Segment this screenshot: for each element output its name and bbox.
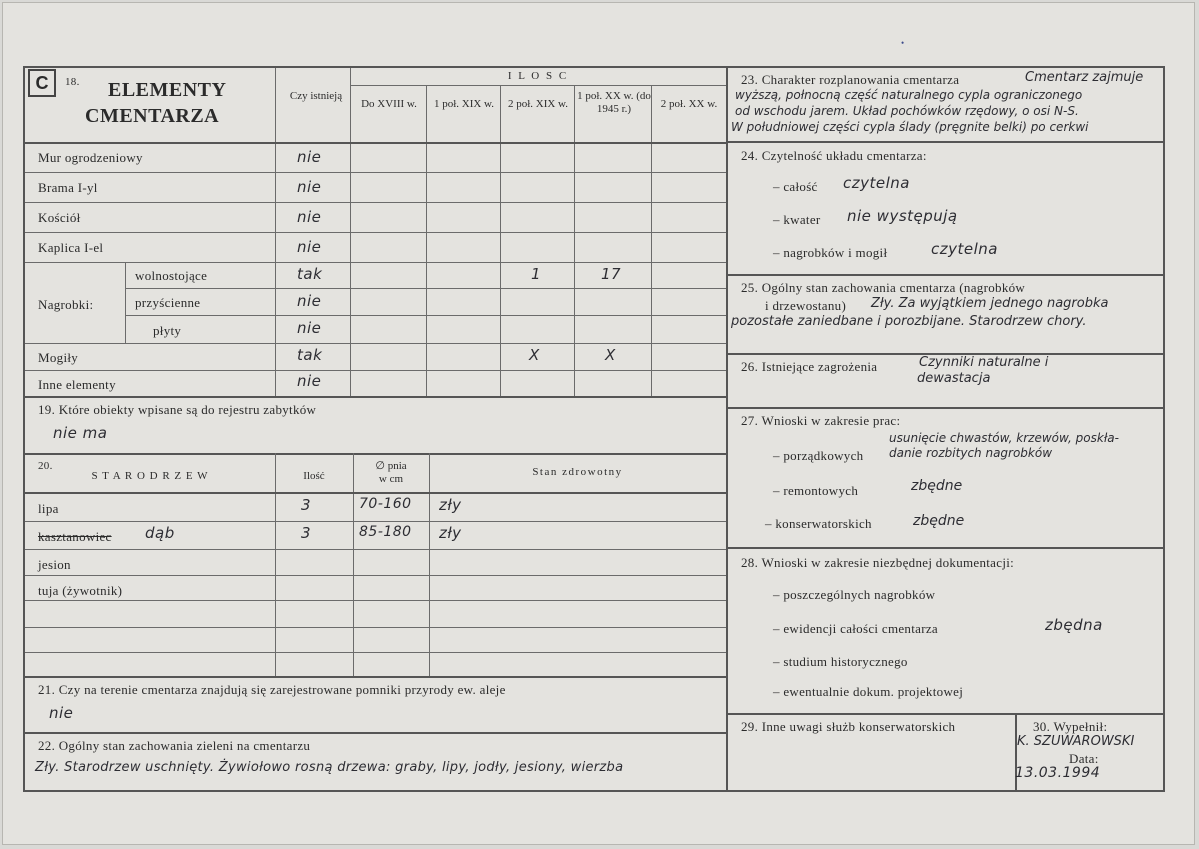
- section-23-value-3: od wschodu jarem. Układ pochówków rzędowy, o osi N-S.: [735, 104, 1079, 118]
- mark-dot: •: [901, 38, 905, 48]
- section-23-value-1: Cmentarz zajmuje: [1025, 70, 1144, 85]
- col-2pol-xix: 2 poł. XIX w.: [507, 98, 569, 110]
- wolnostojace-2pol-xix: 1: [531, 265, 542, 283]
- konserwatorskich-value: zbędne: [913, 513, 965, 529]
- pnia-col-header: [353, 460, 429, 486]
- row-kosciol: Kościół: [38, 210, 81, 225]
- section-23-label: 23. Charakter rozplanowania cmentarza: [741, 72, 960, 87]
- nagrobkow-label: – nagrobków i mogił: [773, 245, 888, 260]
- tree-tuja: tuja (żywotnik): [38, 583, 123, 598]
- kosciol-value: nie: [297, 208, 322, 226]
- porzadkowych-label: – porządkowych: [773, 448, 864, 463]
- section-20-number: 20.: [38, 460, 53, 472]
- dab-state: zły: [439, 524, 462, 542]
- row-mogily: Mogiły: [38, 350, 79, 365]
- section-30-label: 30. Wypełnił:: [1033, 719, 1108, 734]
- section-22-value: Zły. Starodrzew uschnięty. Żywiołowo rosną drzewa: graby, lipy, jodły, jesiony, wierzba: [35, 760, 624, 775]
- stan-col-header: Stan zdrowotny: [532, 466, 623, 478]
- row-plyty: płyty: [153, 323, 182, 338]
- mogily-2pol-xix: X: [529, 346, 540, 364]
- nagrobkow-value: czytelna: [931, 240, 998, 258]
- date-label: Data:: [1069, 751, 1099, 766]
- tree-dab: dąb: [145, 524, 175, 542]
- dab-size: 85-180: [359, 524, 412, 540]
- row-przyscienne: przyścienne: [135, 295, 201, 310]
- tree-kasztanowiec: kasztanowiec: [38, 529, 112, 544]
- calosc-value: czytelna: [843, 174, 910, 192]
- mur-value: nie: [297, 148, 322, 166]
- projektowej-label: – ewentualnie dokum. projektowej: [773, 684, 964, 699]
- inne-value: nie: [297, 372, 322, 390]
- kwater-label: – kwater: [773, 212, 821, 227]
- mogily-1pol-xx: X: [605, 346, 616, 364]
- dab-qty: 3: [301, 524, 312, 542]
- starodrzew-header: S T A R O D R Z E W: [91, 470, 209, 482]
- section-21-label: 21. Czy na terenie cmentarza znajdują się zarejestrowane pomniki przyrody ew. aleje: [38, 682, 506, 697]
- diameter-icon: ∅: [375, 460, 385, 472]
- section-23-value-2: wyższą, połnocną część naturalnego cypla ograniczonego: [735, 88, 1083, 102]
- section-25-label-1: 25. Ogólny stan zachowania cmentarza (nagrobków: [741, 280, 1026, 295]
- section-26-label: 26. Istniejące zagrożenia: [741, 359, 878, 374]
- pnia-label: pnia: [387, 460, 407, 472]
- section-24-label: 24. Czytelność układu cmentarza:: [741, 148, 927, 163]
- cemetery-form: [23, 66, 1165, 792]
- wolnostojace-1pol-xx: 17: [601, 265, 622, 283]
- cmentarza-title: CMENTARZA: [85, 105, 220, 127]
- row-kaplica: Kaplica I-el: [38, 240, 104, 255]
- ilosc-col-header: Ilość: [303, 470, 325, 482]
- elementy-title: ELEMENTY: [108, 79, 227, 101]
- col-xviii: Do XVIII w.: [361, 98, 417, 110]
- remontowych-label: – remontowych: [773, 483, 859, 498]
- section-28-label: 28. Wnioski w zakresie niezbędnej dokumentacji:: [741, 555, 1015, 570]
- row-nagrobki: Nagrobki:: [38, 297, 94, 312]
- wolnostojace-value: tak: [297, 265, 323, 283]
- section-21-value: nie: [49, 704, 74, 722]
- section-18-number: 18.: [65, 76, 80, 88]
- lipa-size: 70-160: [359, 496, 412, 512]
- remontowych-value: zbędne: [911, 478, 963, 494]
- poszczegolnych-label: – poszczególnych nagrobków: [773, 587, 936, 602]
- porzadkowych-value-1: usunięcie chwastów, krzewów, poskła-: [889, 431, 1119, 445]
- porzadkowych-value-2: danie rozbitych nagrobków: [889, 446, 1053, 460]
- row-wolnostojace: wolnostojące: [135, 268, 208, 283]
- col-1pol-xix: 1 poł. XIX w.: [433, 98, 495, 110]
- lipa-qty: 3: [301, 496, 312, 514]
- section-25-value-1: Zły. Za wyjątkiem jednego nagrobka: [871, 296, 1109, 311]
- czy-istnieja-header: Czy istnieją: [289, 90, 343, 102]
- section-29-label: 29. Inne uwagi służb konserwatorskich: [741, 719, 956, 734]
- calosc-label: – całość: [773, 179, 818, 194]
- section-22-label: 22. Ogólny stan zachowania zieleni na cmentarzu: [38, 738, 311, 753]
- brama-value: nie: [297, 178, 322, 196]
- ewidencji-value: zbędna: [1045, 616, 1103, 634]
- tree-jesion: jesion: [38, 557, 71, 572]
- studium-label: – studium historycznego: [773, 654, 908, 669]
- przyscienne-value: nie: [297, 292, 322, 310]
- ilosc-header: I L O S C: [507, 70, 569, 82]
- tree-lipa: lipa: [38, 501, 59, 516]
- section-25-value-2: pozostałe zaniedbane i porozbijane. Starodrzew chory.: [731, 314, 1087, 329]
- lipa-state: zły: [439, 496, 462, 514]
- ewidencji-label: – ewidencji całości cmentarza: [773, 621, 938, 636]
- filled-by-name: K. SZUWAROWSKI: [1017, 734, 1135, 749]
- konserwatorskich-label: – konserwatorskich: [765, 516, 872, 531]
- row-mur: Mur ogrodzeniowy: [38, 150, 143, 165]
- col-1pol-xx: 1 poł. XX w. (do 1945 r.): [577, 90, 651, 115]
- section-25-label-2: i drzewostanu): [765, 298, 847, 313]
- corner-letter-box: C: [28, 69, 56, 97]
- section-19-value: nie ma: [53, 424, 108, 442]
- filled-date: 13.03.1994: [1015, 765, 1101, 781]
- mogily-value: tak: [297, 346, 323, 364]
- row-inne: Inne elementy: [38, 377, 116, 392]
- row-brama: Brama I-yl: [38, 180, 98, 195]
- kwater-value: nie występują: [847, 207, 958, 225]
- col-2pol-xx: 2 poł. XX w.: [660, 98, 718, 110]
- kaplica-value: nie: [297, 238, 322, 256]
- section-26-value-2: dewastacja: [917, 371, 991, 386]
- section-27-label: 27. Wnioski w zakresie prac:: [741, 413, 901, 428]
- plyty-value: nie: [297, 319, 322, 337]
- w-cm-label: w cm: [378, 473, 404, 485]
- section-23-value-4: W południowej części cypla ślady (pręgnite belki) po cerkwi: [731, 120, 1089, 134]
- section-19-label: 19. Które obiekty wpisane są do rejestru zabytków: [38, 402, 317, 417]
- section-26-value-1: Czynniki naturalne i: [919, 355, 1049, 370]
